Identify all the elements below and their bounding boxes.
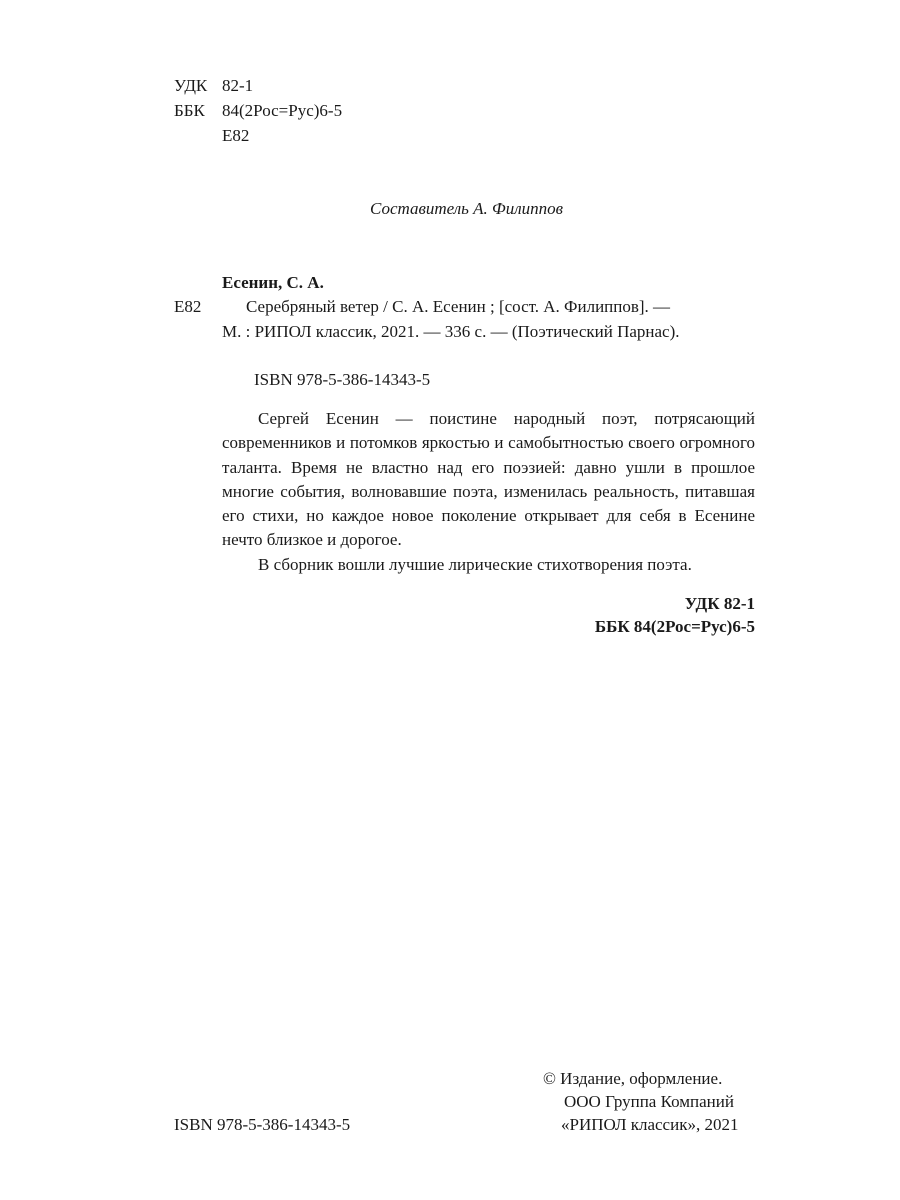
compiler-line: Составитель А. Филиппов [370,199,564,218]
bbk-line [174,101,342,121]
annotation-paragraph-1: Сергей Есенин — поистине народный поэт, потрясающий современников и потомков яркостью и самобытностью своего огромного таланта. Время не властно над его поэзией: давно ушли в прошлое многие события, волновавшие поэта, изменилась реальность, питавшая его стихи, но каждое новое поколение открывает для себя в Есенине нечто близкое и дорогое. [222,409,755,550]
annotation-paragraph-2: В сборник вошли лучшие лирические стихотворения поэта. [258,554,692,574]
annotation [222,407,755,577]
record-line-1: Серебряный ветер / С. А. Есенин ; [сост. А. Филиппов]. — [246,297,671,316]
copyright-line-2: ООО Группа Компаний [564,1092,734,1111]
bbk-label: ББК [174,101,205,120]
udk-bottom: УДК 82-1 [684,594,755,613]
record-line-2: М. : РИПОЛ классик, 2021. — 336 с. — (Поэтический Парнас). [222,322,680,341]
author-heading: Есенин, С. А. [222,273,324,292]
footer-isbn: ISBN 978-5-386-14343-5 [174,1115,351,1134]
bbk-bottom: ББК 84(2Рос=Рус)6-5 [594,617,755,636]
author-sign-top: Е82 [222,126,250,145]
record-isbn: ISBN 978-5-386-14343-5 [254,370,431,389]
udk-line [174,76,253,96]
copyright-line-1: © Издание, оформление. [543,1069,723,1088]
author-sign: Е82 [174,297,202,316]
bbk-value: 84(2Рос=Рус)6-5 [222,101,343,120]
udk-value: 82-1 [222,76,254,95]
udk-label: УДК [174,76,208,95]
copyright-line-3: «РИПОЛ классик», 2021 [561,1115,739,1134]
